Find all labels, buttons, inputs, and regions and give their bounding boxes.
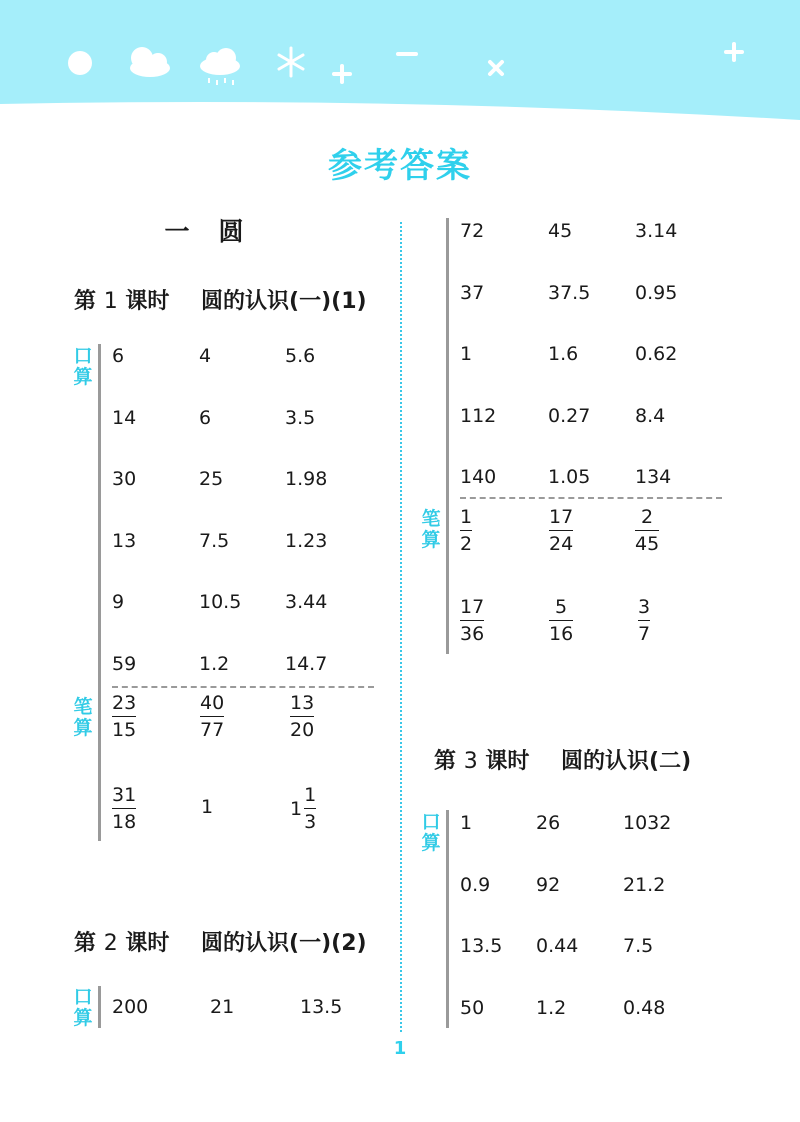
oral-answer: 13.5 xyxy=(460,935,503,958)
oral-answer: 1.05 xyxy=(548,466,591,489)
fraction-answer xyxy=(112,692,136,741)
oral-answer: 37.5 xyxy=(548,281,591,304)
denominator: 2 xyxy=(460,533,473,555)
denominator: 77 xyxy=(200,719,225,741)
oral-answer: 14.7 xyxy=(285,653,328,675)
fraction-answer xyxy=(635,506,659,555)
denominator: 16 xyxy=(549,623,574,645)
numerator: 13 xyxy=(290,692,315,714)
header-banner xyxy=(0,0,800,125)
fraction-part xyxy=(304,784,316,833)
oral-answer: 0.48 xyxy=(623,996,666,1019)
oral-tag: 口算 xyxy=(73,986,93,1029)
oral-answer: 9 xyxy=(112,591,125,614)
denominator: 24 xyxy=(549,533,574,555)
denominator: 45 xyxy=(635,533,660,555)
oral-answer: 21.2 xyxy=(623,873,666,896)
oral-answer: 13 xyxy=(112,529,137,552)
oral-answer: 21 xyxy=(210,996,235,1018)
written-tag: 笔算 xyxy=(73,696,93,739)
whole-part: 1 xyxy=(290,797,303,820)
numerator: 1 xyxy=(304,784,317,806)
numerator: 17 xyxy=(460,596,485,618)
oral-answer: 0.44 xyxy=(536,935,579,958)
fraction-answer xyxy=(460,506,472,555)
oral-answer: 1.6 xyxy=(548,343,579,366)
numerator: 2 xyxy=(641,506,654,528)
oral-answer: 13.5 xyxy=(300,996,343,1018)
lesson-number: 2 xyxy=(103,931,118,956)
denominator: 18 xyxy=(112,811,137,833)
oral-answer: 0.9 xyxy=(460,873,491,896)
fraction-answer xyxy=(112,784,136,833)
oral-tag: 口算 xyxy=(73,345,93,388)
denominator: 20 xyxy=(290,719,315,741)
lesson-prefix: 第 xyxy=(434,749,457,774)
oral-answer: 7.5 xyxy=(199,529,230,552)
oral-answer: 59 xyxy=(112,653,137,675)
page-title: 参考答案 xyxy=(328,146,472,186)
lesson-prefix: 第 xyxy=(74,289,97,314)
fraction-answer xyxy=(549,596,573,645)
oral-answer: 134 xyxy=(635,466,672,489)
fraction-answer xyxy=(460,596,484,645)
oral-answer: 140 xyxy=(460,466,497,489)
lesson-prefix: 第 xyxy=(74,931,97,956)
oral-answer: 112 xyxy=(460,404,497,427)
oral-answer: 37 xyxy=(460,281,485,304)
oral-answer: 1032 xyxy=(623,812,672,834)
lesson-suffix: 课时 xyxy=(485,749,530,774)
oral-answer: 50 xyxy=(460,996,485,1019)
lesson-number: 1 xyxy=(103,289,118,314)
lesson-3-heading xyxy=(434,744,691,775)
oral-answer: 92 xyxy=(536,873,561,896)
lesson-2-heading xyxy=(74,926,367,957)
oral-answer: 25 xyxy=(199,468,224,491)
oral-answer: 6 xyxy=(199,406,212,429)
oral-answer: 30 xyxy=(112,468,137,491)
answer-bracket xyxy=(446,218,449,654)
lesson-name: 圆的认识(二) xyxy=(561,749,692,774)
column-divider xyxy=(400,222,402,1032)
oral-answer: 200 xyxy=(112,996,149,1018)
oral-answer: 1 xyxy=(460,343,473,366)
oral-answer: 4 xyxy=(199,345,212,367)
page-number: 1 xyxy=(393,1038,407,1059)
numerator: 40 xyxy=(200,692,225,714)
fraction-answer xyxy=(638,596,650,645)
oral-answer: 5.6 xyxy=(285,345,316,367)
numerator: 3 xyxy=(638,596,651,618)
oral-answer: 1.98 xyxy=(285,468,328,491)
numerator: 31 xyxy=(112,784,137,806)
oral-answer: 0.62 xyxy=(635,343,678,366)
oral-answer: 3.44 xyxy=(285,591,328,614)
oral-answer: 6 xyxy=(112,345,125,367)
answer-bracket xyxy=(98,344,101,841)
oral-answer: 3.14 xyxy=(635,220,678,242)
lesson-suffix: 课时 xyxy=(125,289,170,314)
oral-answer: 26 xyxy=(536,812,561,834)
lesson-name: 圆的认识(一)(2) xyxy=(201,931,367,956)
lesson-1-heading xyxy=(74,284,367,315)
oral-answer: 0.95 xyxy=(635,281,678,304)
written-tag: 笔算 xyxy=(421,508,441,551)
answer-bracket xyxy=(98,986,101,1028)
lesson-number: 3 xyxy=(463,749,478,774)
numerator: 17 xyxy=(549,506,574,528)
oral-tag: 口算 xyxy=(421,811,441,854)
answer-bracket xyxy=(446,810,449,1028)
oral-answer: 0.27 xyxy=(548,404,591,427)
fraction-answer xyxy=(290,692,314,741)
oral-answer: 1.2 xyxy=(536,996,567,1019)
fraction-answer xyxy=(549,506,573,555)
denominator: 7 xyxy=(638,623,651,645)
integer-answer: 1 xyxy=(201,796,214,818)
oral-answer: 1.23 xyxy=(285,529,328,552)
oral-answer: 7.5 xyxy=(623,935,654,958)
oral-answer: 45 xyxy=(548,220,573,242)
fraction-answer xyxy=(200,692,224,741)
numerator: 5 xyxy=(555,596,568,618)
denominator: 15 xyxy=(112,719,137,741)
oral-answer: 14 xyxy=(112,406,137,429)
unit-title: 一 圆 xyxy=(164,217,246,246)
numerator: 23 xyxy=(112,692,137,714)
denominator: 36 xyxy=(460,623,485,645)
oral-answer: 1.2 xyxy=(199,653,230,675)
lesson-suffix: 课时 xyxy=(125,931,170,956)
section-separator xyxy=(460,497,722,499)
lesson-name: 圆的认识(一)(1) xyxy=(201,289,367,314)
oral-answer: 1 xyxy=(460,812,473,834)
oral-answer: 10.5 xyxy=(199,591,242,614)
oral-answer: 3.5 xyxy=(285,406,316,429)
sun-icon xyxy=(68,51,92,75)
mixed-number-answer xyxy=(290,784,316,833)
oral-answer: 8.4 xyxy=(635,404,666,427)
section-separator xyxy=(112,686,374,688)
oral-answer: 72 xyxy=(460,220,485,242)
denominator: 3 xyxy=(304,811,317,833)
numerator: 1 xyxy=(460,506,473,528)
